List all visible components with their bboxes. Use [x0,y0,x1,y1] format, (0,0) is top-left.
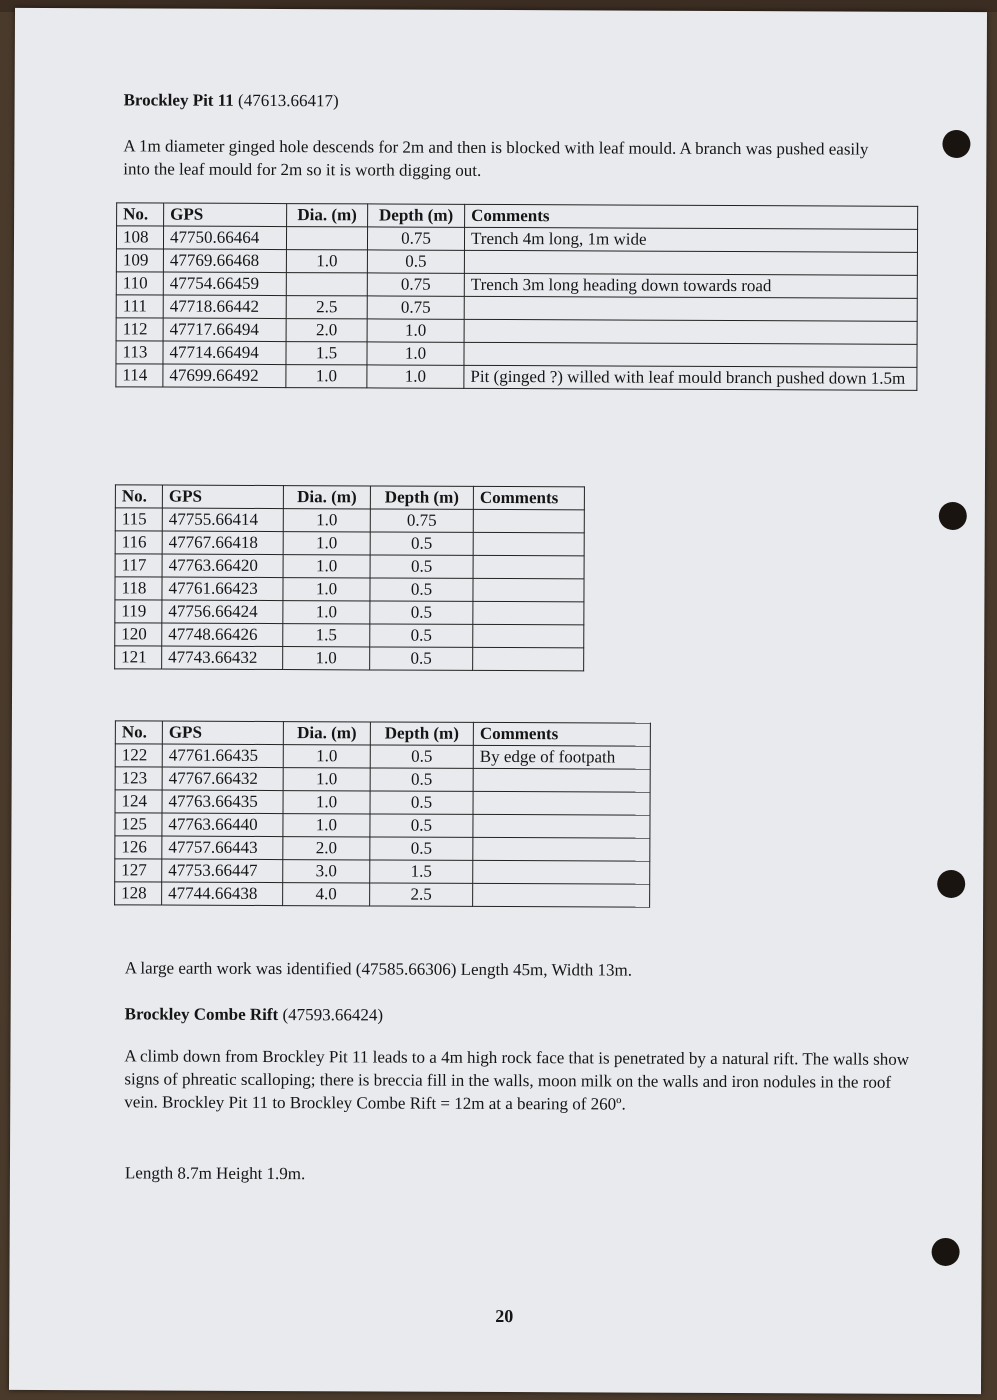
cell-dia: 1.0 [283,768,370,791]
column-header-dia: Dia. (m) [287,204,368,227]
cell-dia: 2.0 [286,319,367,342]
cell-dia: 3.0 [283,860,370,883]
cell-no: 115 [115,508,162,531]
cell-no: 120 [115,623,162,646]
table-row [116,341,917,367]
cell-gps: 47748.66426 [162,623,283,647]
column-header-dia: Dia. (m) [283,486,370,509]
cell-depth: 0.5 [370,555,473,578]
cell-depth: 0.5 [370,624,473,647]
cell-no: 127 [115,859,162,882]
table-row [115,882,650,907]
cell-comments [473,601,584,624]
cell-depth: 0.5 [370,601,473,624]
cell-comments [464,319,917,344]
cell-no: 125 [115,813,162,836]
cell-comments [473,837,650,861]
cell-depth: 0.75 [367,296,464,319]
cell-dia: 1.5 [286,342,367,365]
section-paragraph: A climb down from Brockley Pit 11 leads to a 4m high rock face that is penetrated by a natural rift. The walls show signs of phreatic scalloping; there is breccia fill in the walls, moon milk on the walls and iron nodules in the roof vein. Brockley Pit 11 to Brockley Combe Rift = 12m at a bearing of 260º. [124,1046,910,1114]
table-row [115,600,584,625]
cell-depth: 1.0 [367,365,464,388]
table-row [116,249,917,275]
section-heading-brockley-combe-rift [125,1002,825,1028]
cell-gps: 47754.66459 [163,272,286,296]
column-header-depth: Depth (m) [370,486,473,509]
cell-dia [286,273,367,296]
table-row [115,836,650,861]
cell-depth: 0.5 [370,791,473,814]
column-header-no: No. [117,203,164,226]
cell-dia: 1.0 [283,814,370,837]
cell-depth: 2.5 [370,883,473,906]
punch-hole [932,1238,960,1266]
earthwork-note: A large earth work was identified (47585.66306) Length 45m, Width 13m. [124,958,633,980]
cell-comments [473,791,650,815]
cell-comments [473,532,584,555]
cell-dia: 2.5 [286,296,367,319]
cell-depth: 0.5 [367,250,464,273]
cell-comments: Trench 3m long heading down towards road [464,273,917,298]
cell-comments [473,509,584,532]
cell-dia: 1.0 [283,601,370,624]
section-heading-brockley-pit-11 [124,88,824,114]
cell-gps: 47761.66423 [162,577,283,601]
table-row [115,623,584,648]
column-header-gps: GPS [162,721,283,745]
survey-table-1 [115,202,918,390]
cell-comments [464,296,917,321]
column-header-comments: Comments [473,722,650,746]
table-row [116,272,917,298]
cell-gps: 47750.66464 [163,226,286,250]
table-row [115,508,584,533]
column-header-comments: Comments [473,486,584,509]
cell-depth: 0.5 [370,814,473,837]
cell-dia: 2.0 [283,837,370,860]
cell-comments [473,624,584,647]
cell-dia: 1.0 [283,791,370,814]
cell-gps: 47767.66432 [162,767,283,791]
survey-table-3 [114,720,651,907]
cell-comments [473,814,650,838]
cell-no: 119 [115,600,162,623]
cell-gps: 47755.66414 [162,508,283,532]
cell-dia [286,227,367,250]
cell-depth: 0.5 [370,647,473,670]
cell-gps: 47717.66494 [163,318,286,342]
cell-comments [473,768,650,792]
table-row [115,790,650,815]
table-row [115,744,650,769]
cell-comments [473,647,584,670]
cell-depth: 0.5 [370,578,473,601]
cell-gps: 47763.66440 [162,813,283,837]
cell-no: 114 [116,364,163,387]
cell-no: 118 [115,577,162,600]
table-row [115,646,584,671]
cell-gps: 47743.66432 [162,646,283,670]
cell-depth: 1.0 [367,319,464,342]
cell-depth: 0.5 [370,768,473,791]
column-header-dia: Dia. (m) [283,722,370,745]
cell-dia: 1.0 [283,647,370,670]
section-coordinates: (47593.66424) [282,1005,384,1025]
cell-no: 111 [116,295,163,318]
cell-gps: 47756.66424 [162,600,283,624]
table-row [115,531,584,556]
cell-no: 128 [115,882,162,905]
cell-dia: 1.5 [283,624,370,647]
cell-gps: 47763.66435 [162,790,283,814]
table-header-row [115,485,584,510]
cell-dia: 1.0 [283,578,370,601]
table-row [116,226,917,252]
column-header-gps: GPS [164,203,287,227]
cell-dia: 1.0 [283,745,370,768]
cell-dia: 1.0 [286,365,367,388]
column-header-depth: Depth (m) [370,722,473,745]
section-paragraph: A 1m diameter ginged hole descends for 2m and then is blocked with leaf mould. A branch was pushed easily into the leaf mould for 2m so it is worth digging out. [123,136,869,180]
table-row [115,859,650,884]
table-row [116,364,917,390]
section-title: Brockley Pit 11 [123,90,234,110]
cell-gps: 47769.66468 [163,249,286,273]
punch-hole [942,130,970,158]
cell-gps: 47757.66443 [162,836,283,860]
cell-depth: 0.75 [367,227,464,250]
punch-hole [937,870,965,898]
page-number: 20 [495,1305,514,1327]
cell-gps: 47767.66418 [162,531,283,555]
cell-gps: 47761.66435 [162,744,283,768]
cell-gps: 47753.66447 [162,859,283,883]
cell-comments [464,250,917,275]
table-row [115,577,584,602]
cell-comments [464,342,917,367]
cell-no: 113 [116,341,163,364]
cell-no: 123 [115,767,162,790]
dimensions-note: Length 8.7m Height 1.9m. [124,1163,306,1184]
table-row [115,554,584,579]
cell-no: 121 [115,646,162,669]
cell-dia: 4.0 [283,883,370,906]
cell-gps: 47714.66494 [163,341,286,365]
table-header-row [115,721,650,746]
cell-comments: Pit (ginged ?) willed with leaf mould branch pushed down 1.5m [464,365,917,390]
cell-gps: 47718.66442 [163,295,286,319]
cell-no: 110 [116,272,163,295]
table-row [115,813,650,838]
cell-no: 109 [116,249,163,272]
cell-no: 112 [116,318,163,341]
column-header-no: No. [115,721,162,744]
cell-depth: 0.5 [370,745,473,768]
cell-dia: 1.0 [283,509,370,532]
cell-no: 124 [115,790,162,813]
cell-dia: 1.0 [286,250,367,273]
column-header-comments: Comments [465,204,918,229]
cell-comments [473,555,584,578]
survey-table-2 [114,484,585,671]
cell-comments [473,578,584,601]
cell-no: 122 [115,744,162,767]
section-title: Brockley Combe Rift [124,1004,279,1025]
cell-dia: 1.0 [283,532,370,555]
punch-hole [939,502,967,530]
cell-dia: 1.0 [283,555,370,578]
cell-comments [473,860,650,884]
cell-depth: 0.5 [370,837,473,860]
cell-comments: By edge of footpath [473,745,650,769]
column-header-depth: Depth (m) [368,204,465,227]
table-row [116,318,917,344]
cell-no: 108 [116,226,163,249]
cell-depth: 0.75 [367,273,464,296]
table-row [115,767,650,792]
section-coordinates: (47613.66417) [238,90,339,111]
cell-comments [473,883,650,907]
table-header-row [117,203,918,229]
cell-depth: 0.75 [370,509,473,532]
column-header-gps: GPS [162,485,283,509]
cell-no: 126 [115,836,162,859]
table-row [116,295,917,321]
cell-gps: 47744.66438 [162,882,283,906]
column-header-no: No. [115,485,162,508]
cell-no: 116 [115,531,162,554]
cell-gps: 47763.66420 [162,554,283,578]
document-page [9,8,987,1394]
cell-depth: 1.5 [370,860,473,883]
cell-depth: 0.5 [370,532,473,555]
cell-depth: 1.0 [367,342,464,365]
cell-no: 117 [115,554,162,577]
cell-comments: Trench 4m long, 1m wide [464,227,917,252]
cell-gps: 47699.66492 [163,364,286,388]
